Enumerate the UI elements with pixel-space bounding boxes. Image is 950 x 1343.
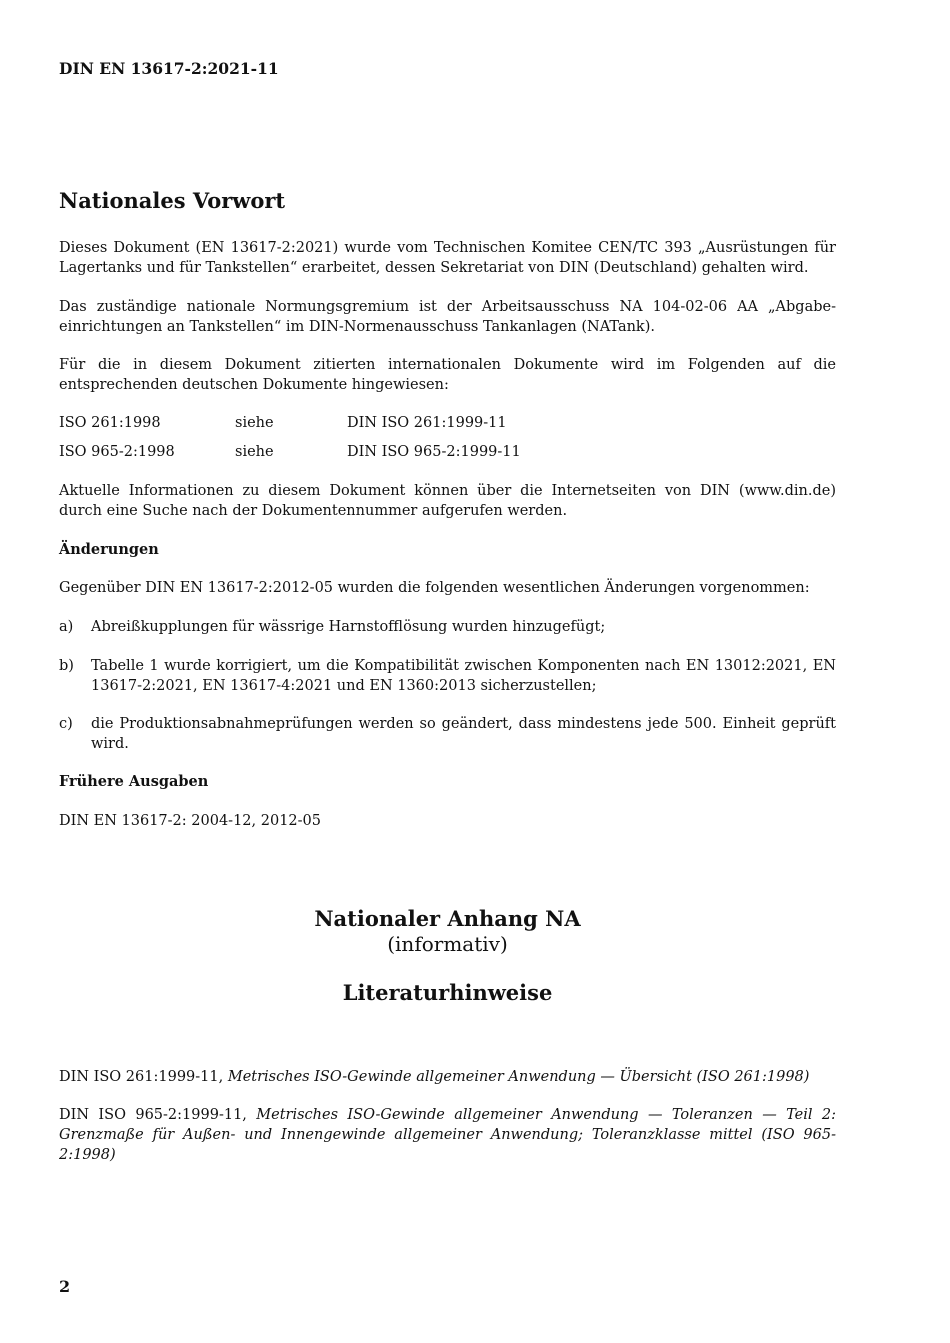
reference-intl: ISO 261:1998 [59, 415, 161, 431]
vorwort-paragraph-1: Dieses Dokument (EN 13617-2:2021) wurde vom Technischen Komitee CEN/TC 393 „Ausrüstungen für Lagertanks und für Tankstellen“ erarbeitet, dessen Sekretariat von DIN (Deutschland) gehalten wird. [59, 240, 836, 276]
document-id: DIN EN 13617-2:2021-11 [59, 59, 279, 78]
subheading-fruehere-ausgaben: Frühere Ausgaben [59, 773, 209, 790]
list-marker: c) [59, 716, 73, 732]
vorwort-paragraph-3: Für die in diesem Dokument zitierten internationalen Dokumente wird im Folgenden auf die entsprechenden deutschen Dokumente hingewiesen: [59, 357, 836, 393]
annex-subtitle: (informativ) [387, 932, 508, 956]
section-title-vorwort: Nationales Vorwort [59, 188, 286, 213]
reference-see: siehe [235, 444, 274, 460]
bibliography-code: DIN ISO 261:1999-11, [59, 1069, 228, 1085]
subheading-aenderungen: Änderungen [59, 541, 159, 558]
bibliography-entry [59, 1105, 836, 1165]
reference-intl: ISO 965-2:1998 [59, 444, 175, 460]
reference-din: DIN ISO 965-2:1999-11 [347, 444, 521, 460]
aenderungen-intro: Gegenüber DIN EN 13617-2:2012-05 wurden die folgenden wesentlichen Änderungen vorgenommen: [59, 580, 810, 596]
list-text: Tabelle 1 wurde korrigiert, um die Kompatibilität zwischen Komponenten nach EN 13012:2021, EN 13617-2:2021, EN 13617-4:2021 und EN 1360:2013 sicherzustellen; [91, 658, 836, 694]
page-number: 2 [59, 1277, 71, 1296]
vorwort-paragraph-2: Das zuständige nationale Normungsgremium ist der Arbeitsausschuss NA 104-02-06 AA „Abgabe-einrichtungen an Tankstellen“ im DIN-Normenausschuss Tankanlagen (NATank). [59, 299, 836, 335]
document-page [59, 0, 836, 1343]
vorwort-paragraph-4: Aktuelle Informationen zu diesem Dokument können über die Internetseiten von DIN (www.din.de) durch eine Suche nach der Dokumentennummer aufgerufen werden. [59, 483, 836, 519]
reference-see: siehe [235, 415, 274, 431]
bibliography-title: Literaturhinweise [342, 980, 553, 1005]
bibliography-code: DIN ISO 965-2:1999-11, [59, 1107, 257, 1123]
list-marker: a) [59, 619, 74, 635]
bibliography-entry [59, 1067, 836, 1087]
reference-din: DIN ISO 261:1999-11 [347, 415, 507, 431]
fruehere-ausgaben-text: DIN EN 13617-2: 2004-12, 2012-05 [59, 813, 321, 829]
bibliography-title-text: Metrisches ISO-Gewinde allgemeiner Anwendung — Übersicht (ISO 261:1998) [227, 1069, 810, 1085]
bibliography-title-text: Metrisches ISO-Gewinde allgemeiner Anwendung — Toleranzen — Teil 2: Grenzmaße für Außen- und Innengewinde allgemeiner Anwendung; Toleranzklasse mittel (ISO 965-2:1998) [59, 1107, 836, 1163]
list-text: Abreißkupplungen für wässrige Harnstofflösung wurden hinzugefügt; [91, 619, 606, 635]
list-marker: b) [59, 658, 74, 674]
annex-title: Nationaler Anhang NA [314, 906, 581, 931]
list-text: die Produktionsabnahmeprüfungen werden so geändert, dass mindestens jede 500. Einheit geprüft wird. [91, 716, 836, 752]
